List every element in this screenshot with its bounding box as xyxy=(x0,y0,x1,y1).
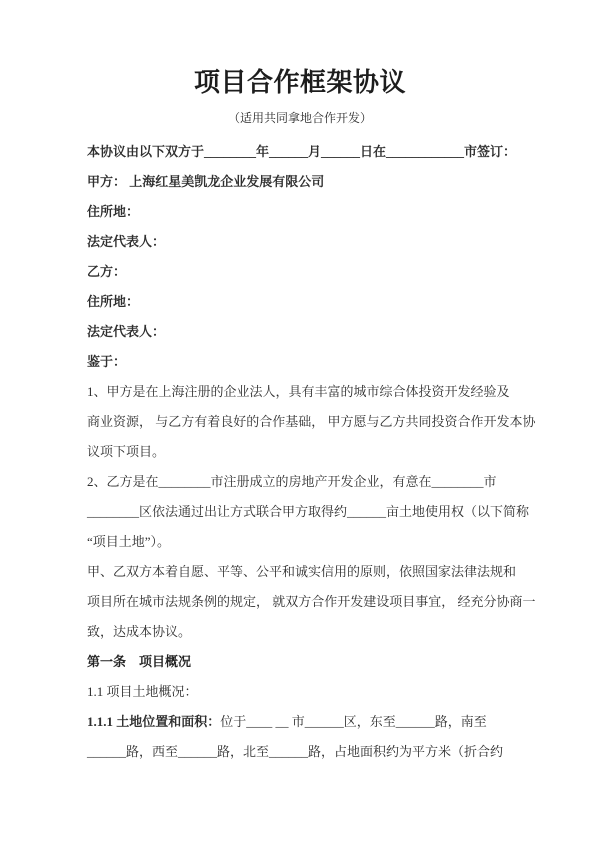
paragraph-line: 议项下项目。 xyxy=(87,444,166,459)
paragraph-line: ______路，西至______路，北至______路，占地面积约为平方米（折合约 xyxy=(87,744,504,759)
paragraph-line: “项目土地”）。 xyxy=(87,534,171,549)
paragraph-line: 住所地： xyxy=(87,204,140,219)
paragraph-line: 项目所在城市法规条例的规定， 就双方合作开发建设项目事宜， 经充分协商一 xyxy=(87,594,536,609)
paragraph-line: 甲方： 上海红星美凯龙企业发展有限公司 xyxy=(87,174,325,189)
paragraph-line: 致，达成本协议。 xyxy=(87,624,192,639)
paragraph-line: 甲、乙双方本着自愿、平等、公平和诚实信用的原则，依照国家法律法规和 xyxy=(87,564,517,579)
paragraph-line: ________区依法通过出让方式联合甲方取得约______亩土地使用权（以下简称 xyxy=(87,504,530,519)
paragraph-line: 商业资源， 与乙方有着良好的合作基础， 甲方愿与乙方共同投资合作开发本协 xyxy=(87,414,536,429)
paragraph-line xyxy=(87,707,527,737)
paragraph-line: 鉴于： xyxy=(87,354,127,369)
paragraph-line: 2、乙方是在________市注册成立的房地产开发企业，有意在________市 xyxy=(87,474,497,489)
paragraph-line: 乙方： xyxy=(87,264,127,279)
paragraph-line: 1、甲方是在上海注册的企业法人，具有丰富的城市综合体投资开发经验及 xyxy=(87,384,510,399)
paragraph-line: 法定代表人： xyxy=(87,324,166,339)
paragraph-line: 本协议由以下双方于________年______月______日在____________市签订： xyxy=(87,144,517,159)
document-body xyxy=(87,137,536,767)
document-subtitle: （适用共同拿地合作开发） xyxy=(227,111,372,125)
paragraph-line: 1.1 项目土地概况： xyxy=(87,684,198,699)
paragraph-line: 第一条 项目概况 xyxy=(87,654,192,669)
paragraph-line: 法定代表人： xyxy=(87,234,166,249)
line-text: 位于____ __ 市______区，东至______路，南至 xyxy=(220,714,487,729)
document-title: 项目合作框架协议 xyxy=(193,68,406,97)
line-label: 1.1.1 土地位置和面积： xyxy=(87,714,221,729)
paragraph-line: 住所地： xyxy=(87,294,140,309)
